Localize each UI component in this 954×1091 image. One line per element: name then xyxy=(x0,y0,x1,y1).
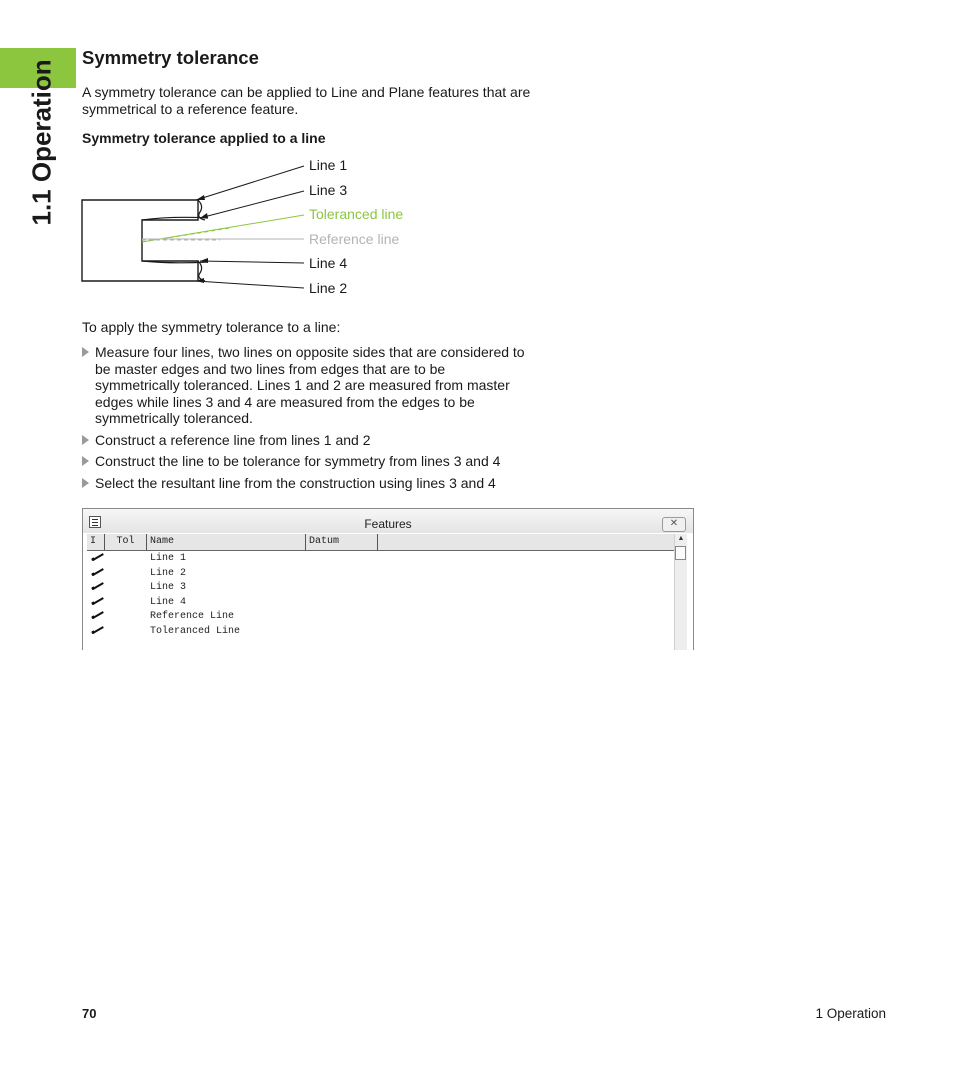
line-feature-icon xyxy=(92,626,103,633)
line-feature-icon xyxy=(92,582,103,589)
triangle-bullet-icon xyxy=(82,347,89,357)
column-header-tol[interactable]: Tol xyxy=(105,534,147,550)
procedure-step xyxy=(82,432,532,449)
procedure-step-text: Construct a reference line from lines 1 and 2 xyxy=(95,431,371,448)
table-row[interactable] xyxy=(87,626,667,641)
procedure-step xyxy=(82,475,532,492)
label-line1: Line 1 xyxy=(309,157,348,173)
procedure-lead: To apply the symmetry tolerance to a line: xyxy=(82,319,341,335)
feature-name: Line 2 xyxy=(150,567,187,579)
triangle-bullet-icon xyxy=(82,435,89,445)
feature-name: Toleranced Line xyxy=(150,625,241,637)
arrow-line3 xyxy=(200,213,208,218)
chapter-tab xyxy=(22,48,62,248)
procedure-step-text: Select the resultant line from the construction using lines 3 and 4 xyxy=(95,474,496,491)
procedure-step-text: Measure four lines, two lines on opposite sides that are considered to be master edges and two lines from edges that are to be symmetrically toleranced. Lines 1 and 2 are measured from master edges while lines 3 and 4 are measured from the edges to be symmetrically toleranced. xyxy=(95,344,525,426)
line-feature-icon xyxy=(92,568,103,575)
features-window xyxy=(82,508,694,650)
close-button[interactable]: ✕ xyxy=(662,517,686,532)
table-row[interactable] xyxy=(87,582,667,597)
feature-name: Line 4 xyxy=(150,596,187,608)
label-toleranced: Toleranced line xyxy=(309,206,404,222)
scroll-thumb[interactable] xyxy=(675,546,686,560)
label-reference: Reference line xyxy=(309,231,400,247)
symmetry-diagram xyxy=(80,152,440,304)
feature-name: Reference Line xyxy=(150,611,235,622)
chapter-tab-label: 1.1 Operation xyxy=(26,59,57,226)
leader-line4 xyxy=(200,261,304,263)
triangle-bullet-icon xyxy=(82,456,89,466)
label-line2: Line 2 xyxy=(309,280,348,296)
procedure-step-text: Construct the line to be tolerance for symmetry from lines 3 and 4 xyxy=(95,453,501,469)
leader-line2 xyxy=(196,281,304,288)
table-row[interactable] xyxy=(87,611,667,626)
triangle-bullet-icon xyxy=(82,478,89,488)
column-header-i[interactable]: I xyxy=(87,534,105,550)
feature-name: Line 3 xyxy=(150,582,187,593)
column-header-name[interactable]: Name xyxy=(147,534,306,550)
vertical-scrollbar[interactable] xyxy=(674,534,687,650)
procedure-steps xyxy=(82,344,532,496)
table-row[interactable] xyxy=(87,568,667,583)
page-number: 70 xyxy=(82,1006,97,1021)
column-header-datum[interactable]: Datum xyxy=(306,534,378,550)
break-line-bottom xyxy=(198,261,205,281)
line-feature-icon xyxy=(92,611,103,618)
leader-line3 xyxy=(200,191,304,218)
intro-paragraph: A symmetry tolerance can be applied to Line and Plane features that are symmetrical to a reference feature. xyxy=(82,84,531,117)
procedure-step xyxy=(82,453,532,470)
features-column-header xyxy=(87,534,676,551)
feature-name: Line 1 xyxy=(150,553,187,564)
scroll-up-arrow-icon[interactable]: ▲ xyxy=(677,535,685,542)
column-header-empty xyxy=(378,534,676,550)
procedure-step xyxy=(82,344,532,427)
arrow-line1 xyxy=(196,195,205,200)
table-row[interactable] xyxy=(87,597,667,612)
table-row[interactable] xyxy=(87,553,667,568)
features-list xyxy=(87,553,667,640)
label-line4: Line 4 xyxy=(309,255,348,271)
features-window-title: Features xyxy=(364,517,412,531)
subsection-title: Symmetry tolerance applied to a line xyxy=(82,130,326,146)
section-title: Symmetry tolerance xyxy=(82,47,259,68)
line-feature-icon xyxy=(92,597,103,604)
line-feature-icon xyxy=(92,553,103,560)
label-line3: Line 3 xyxy=(309,182,348,198)
features-titlebar xyxy=(83,509,693,533)
footer-chapter: 1 Operation xyxy=(815,1006,886,1021)
